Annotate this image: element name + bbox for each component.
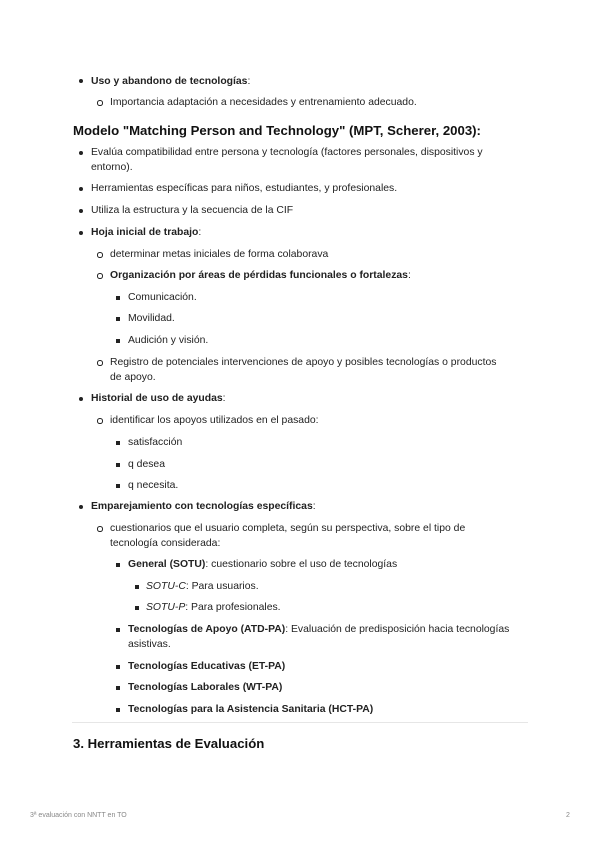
list-item-registro-cont: de apoyo. (110, 372, 156, 383)
list-item-metas: determinar metas iniciales de forma colaborava (110, 249, 329, 260)
list-item-atd: Tecnologías de Apoyo (ATD-PA): Evaluación de predisposición hacia tecnologías (128, 624, 510, 635)
list-item-hct: Tecnologías para la Asistencia Sanitaria (HCT-PA) (128, 704, 374, 715)
list-item-necesita: q necesita. (128, 480, 179, 491)
bullet-square (116, 484, 120, 488)
list-item-sotu-p: SOTU-P: Para profesionales. (146, 602, 281, 613)
bullet-circle (97, 252, 103, 258)
list-item-general: General (SOTU): cuestionario sobre el uso de tecnologías (128, 559, 398, 570)
footer-title: 3ª evaluación con NNTT en TO (30, 812, 127, 819)
list-item-atd-cont: asistivas. (128, 639, 171, 650)
divider (72, 722, 528, 723)
bullet-square (116, 628, 120, 632)
list-item-emparejamiento: Emparejamiento con tecnologías específicas: (91, 501, 316, 512)
bullet-square (116, 686, 120, 690)
list-item-comunicacion: Comunicación. (128, 292, 197, 303)
list-item-cuestionarios: cuestionarios que el usuario completa, según su perspectiva, sobre el tipo de (110, 523, 466, 534)
list-item-satisfaccion: satisfacción (128, 437, 183, 448)
list-item-registro: Registro de potenciales intervenciones de apoyo y posibles tecnologías o productos (110, 357, 497, 368)
bullet-circle (97, 273, 103, 279)
list-item-historial: Historial de uso de ayudas: (91, 393, 226, 404)
bullet-disc (79, 505, 83, 509)
bullet-square (116, 665, 120, 669)
bullet-square (135, 585, 139, 589)
list-item-herramientas: Herramientas específicas para niños, estudiantes, y profesionales. (91, 183, 398, 194)
bullet-square (116, 317, 120, 321)
bullet-square (116, 339, 120, 343)
footer-page-number: 2 (566, 812, 570, 819)
bullet-disc (79, 79, 83, 83)
bullet-disc (79, 151, 83, 155)
list-item-utiliza: Utiliza la estructura y la secuencia de la CIF (91, 205, 294, 216)
list-item-identificar: identificar los apoyos utilizados en el pasado: (110, 415, 319, 426)
list-item-hoja: Hoja inicial de trabajo: (91, 227, 202, 238)
list-item-uso-sub: Importancia adaptación a necesidades y entrenamiento adecuado. (110, 97, 417, 108)
bullet-square (116, 296, 120, 300)
bullet-disc (79, 231, 83, 235)
bullet-circle (97, 360, 103, 366)
list-item-audicion: Audición y visión. (128, 335, 209, 346)
bullet-circle (97, 526, 103, 532)
bullet-disc (79, 187, 83, 191)
list-item-evalua: Evalúa compatibilidad entre persona y tecnología (factores personales, dispositivos y (91, 147, 483, 158)
list-item-desea: q desea (128, 459, 165, 470)
list-item-evalua-cont: entorno). (91, 162, 133, 173)
list-item-et: Tecnologías Educativas (ET-PA) (128, 661, 286, 672)
bullet-circle (97, 418, 103, 424)
section-heading: 3. Herramientas de Evaluación (73, 736, 265, 751)
bullet-square (116, 708, 120, 712)
list-item-cuestionarios-cont: tecnología considerada: (110, 538, 221, 549)
bullet-square (116, 463, 120, 467)
bullet-circle (97, 100, 103, 106)
bullet-disc (79, 397, 83, 401)
heading-mpt: Modelo "Matching Person and Technology" (MPT, Scherer, 2003): (73, 123, 481, 138)
list-item-organizacion: Organización por áreas de pérdidas funcionales o fortalezas: (110, 270, 411, 281)
bullet-square (135, 606, 139, 610)
list-item-uso: Uso y abandono de tecnologías: (91, 76, 251, 87)
list-item-sotu-c: SOTU-C: Para usuarios. (146, 581, 259, 592)
list-item-movilidad: Movilidad. (128, 313, 175, 324)
bullet-square (116, 563, 120, 567)
bullet-square (116, 441, 120, 445)
list-item-wt: Tecnologías Laborales (WT-PA) (128, 682, 283, 693)
bullet-disc (79, 209, 83, 213)
